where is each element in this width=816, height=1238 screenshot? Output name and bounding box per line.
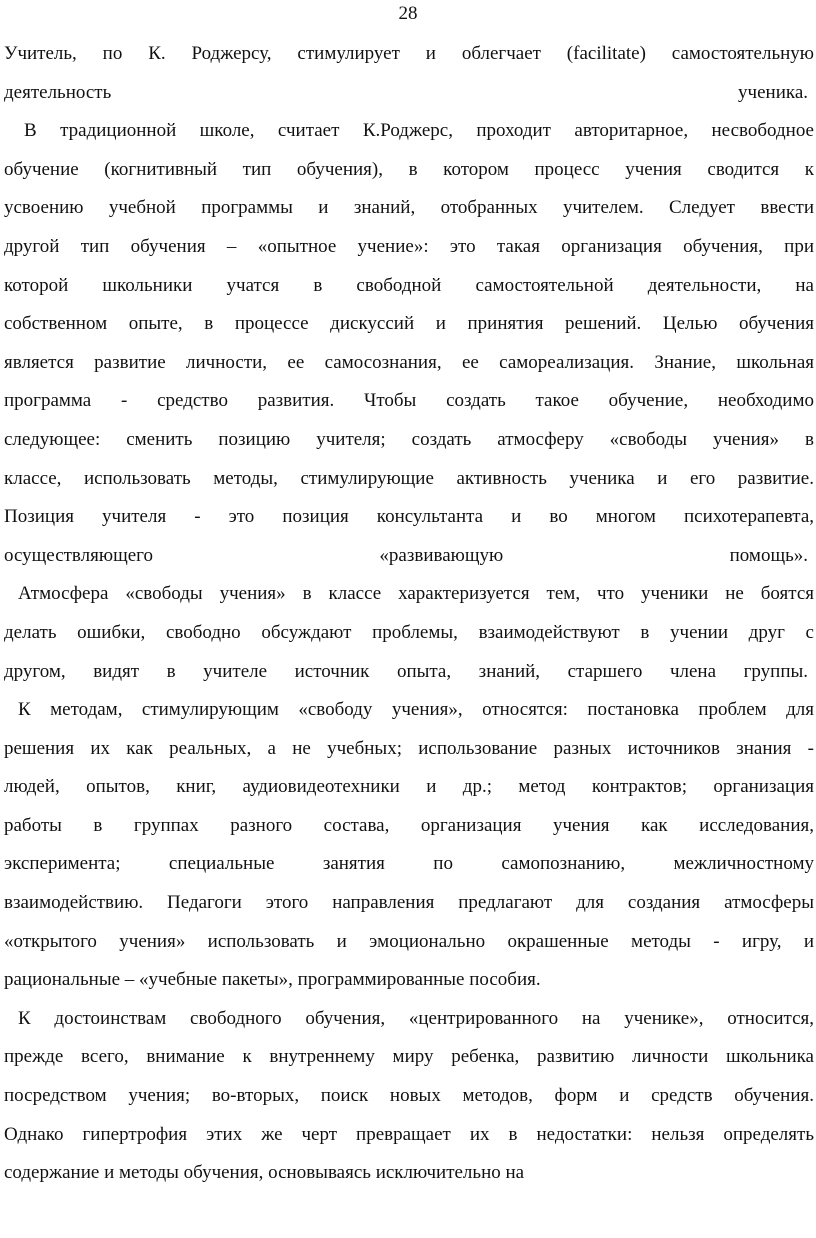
text-line: другом, видят в учителе источник опыта, знаний, старшего члена группы. [4, 660, 808, 682]
text-line: собственном опыте, в процессе дискуссий и принятия решений. Целью обучения [4, 313, 814, 335]
paragraph-start-line: К достоинствам свободного обучения, «центрированного на ученике», относится, [18, 1007, 814, 1029]
text-line: людей, опытов, книг, аудиовидеотехники и др.; метод контрактов; организация [4, 776, 814, 798]
text-line: «открытого учения» использовать и эмоционально окрашенные методы - игру, и [4, 930, 814, 952]
text-line: взаимодействию. Педагоги этого направления предлагают для создания атмосферы [4, 892, 814, 914]
text-line: является развитие личности, ее самосознания, ее самореализация. Знание, школьная [4, 351, 814, 373]
text-fragment: ученика. [738, 81, 808, 103]
text-line: усвоению учебной программы и знаний, отобранных учителем. Следует ввести [4, 197, 814, 219]
text-line: следующее: сменить позицию учителя; создать атмосферу «свободы учения» в [4, 428, 814, 450]
text-line: Учитель, по К. Роджерсу, стимулирует и облегчает (facilitate) самостоятельную [4, 43, 814, 64]
document-body [4, 35, 814, 1193]
text-line: посредством учения; во-вторых, поиск новых методов, форм и средств обучения. [4, 1085, 814, 1107]
paragraph-start-line: К методам, стимулирующим «свободу учения», относятся: постановка проблем для [18, 699, 814, 721]
text-fragment: «развивающую [379, 544, 504, 566]
page-number: 28 [398, 3, 418, 24]
text-fragment: осуществляющего [4, 544, 153, 566]
text-fragment: деятельность [4, 81, 112, 103]
paragraph-start-line: Атмосфера «свободы учения» в классе характеризуется тем, что ученики не боятся [18, 583, 814, 605]
text-line: содержание и методы обучения, основываясь исключительно на [4, 1162, 525, 1184]
text-line: делать ошибки, свободно обсуждают проблемы, взаимодействуют в учении друг с [4, 621, 814, 643]
paragraph-start-line: В традиционной школе, считает К.Роджерс, проходит авторитарное, несвободное [24, 120, 814, 142]
text-line: которой школьники учатся в свободной самостоятельной деятельности, на [4, 274, 814, 296]
text-line: другой тип обучения – «опытное учение»: это такая организация обучения, при [4, 235, 814, 257]
text-line: обучение (когнитивный тип обучения), в котором процесс учения сводится к [4, 158, 814, 180]
text-line: прежде всего, внимание к внутреннему миру ребенка, развитию личности школьника [4, 1046, 814, 1068]
text-line: эксперимента; специальные занятия по самопознанию, межличностному [4, 853, 814, 875]
text-line: решения их как реальных, а не учебных; использование разных источников знания - [4, 737, 814, 759]
text-line: работы в группах разного состава, организация учения как исследования, [4, 814, 814, 836]
text-fragment: помощь». [729, 544, 808, 566]
text-line [4, 537, 814, 576]
text-line [4, 74, 814, 113]
text-line: классе, использовать методы, стимулирующие активность ученика и его развитие. [4, 467, 814, 489]
text-line: Однако гипертрофия этих же черт превращает их в недостатки: нельзя определять [4, 1123, 814, 1145]
text-line: рациональные – «учебные пакеты», программированные пособия. [4, 969, 541, 991]
text-line: Позиция учителя - это позиция консультанта и во многом психотерапевта, [4, 506, 814, 528]
text-line: программа - средство развития. Чтобы создать такое обучение, необходимо [4, 390, 814, 412]
